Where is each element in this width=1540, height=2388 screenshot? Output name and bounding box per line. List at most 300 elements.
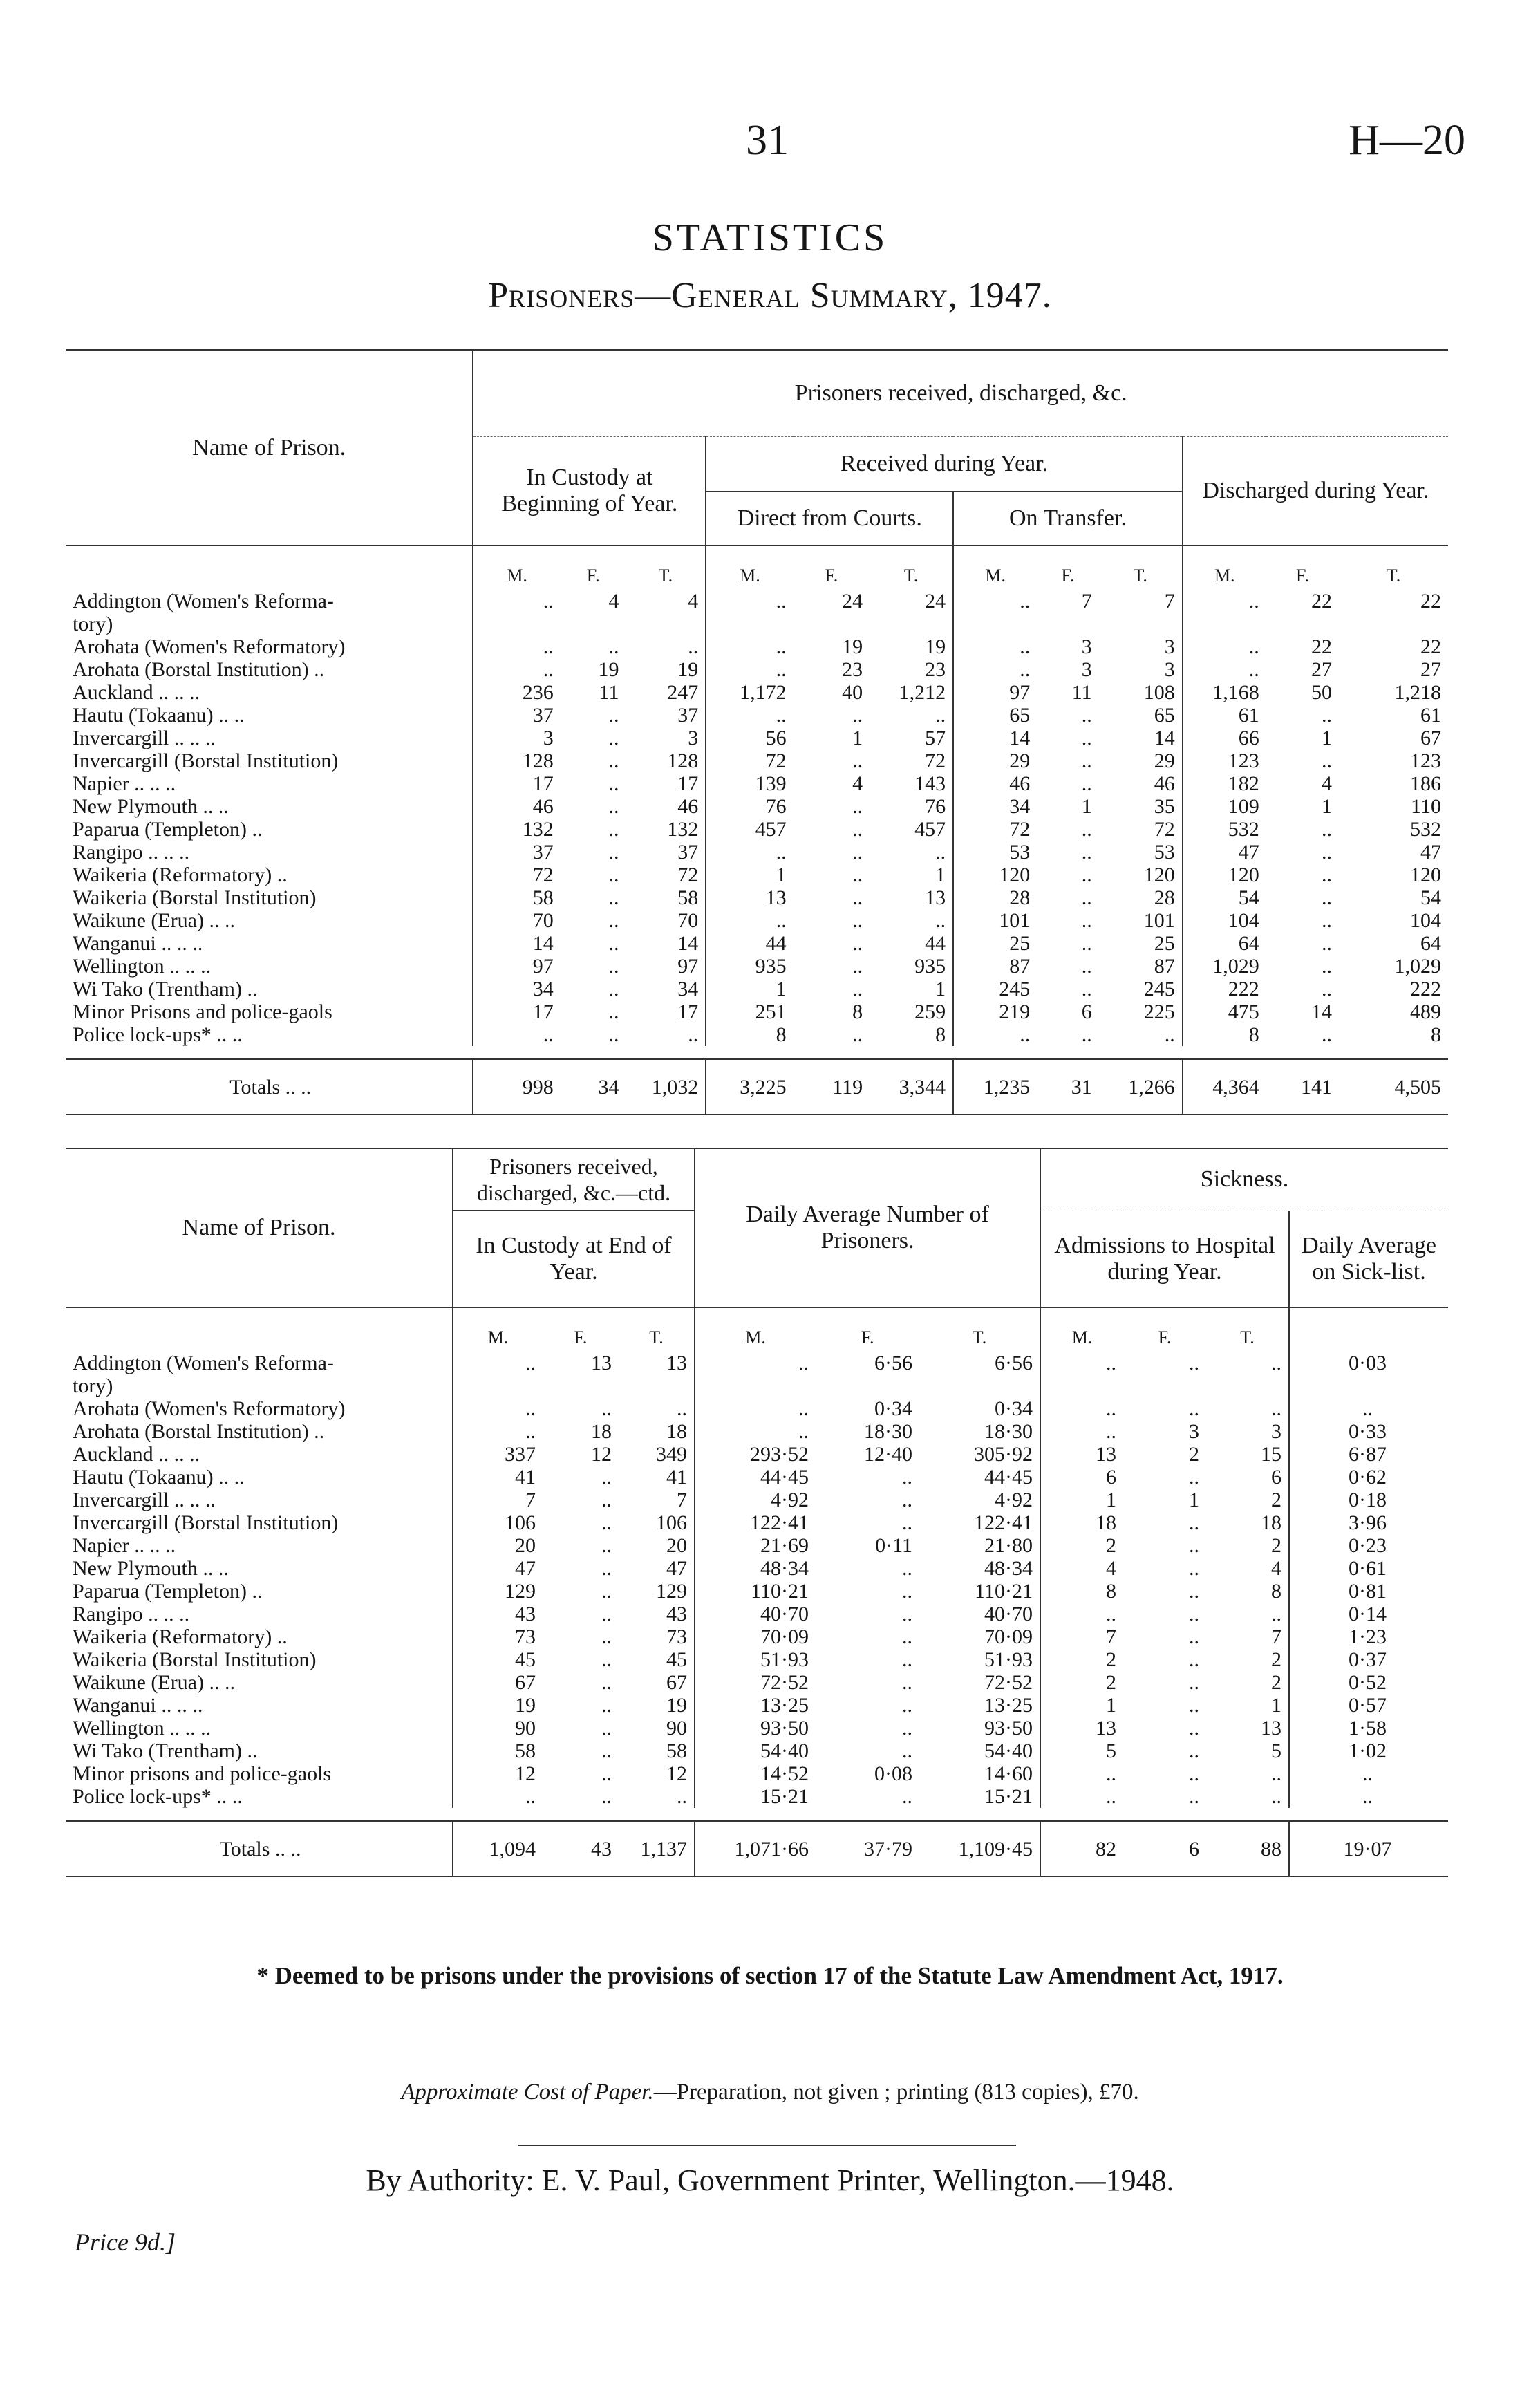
custody-end-header: In Custody at End of Year. — [453, 1211, 695, 1307]
value-cell: 14 — [677, 932, 699, 955]
value-cell: 17 — [473, 1000, 560, 1023]
value-cell: .. — [1189, 1557, 1200, 1580]
spacer-cell — [66, 1046, 1448, 1059]
value-cell: 46 — [1154, 772, 1175, 795]
value-cell: .. — [852, 909, 863, 932]
value-cell: 1,168 — [1183, 681, 1266, 704]
value-cell: 37 — [677, 704, 699, 727]
value-cell: 4·92 — [995, 1489, 1033, 1511]
value-cell: .. — [902, 1625, 913, 1648]
value-cell: 47 — [453, 1557, 543, 1580]
value-cell: 0·08 — [874, 1762, 913, 1785]
value-cell: .. — [601, 1671, 612, 1694]
value-cell: 20 — [453, 1534, 543, 1557]
value-cell: .. — [473, 590, 560, 613]
value-cell: 129 — [453, 1580, 543, 1603]
name-of-prison-header-2: Name of Prison. — [66, 1148, 453, 1307]
value-cell: 14 — [1154, 727, 1175, 749]
value-cell: 53 — [1154, 841, 1175, 864]
value-cell: 46 — [677, 795, 699, 818]
value-cell: .. — [1164, 1023, 1175, 1046]
value-cell: 1 — [935, 978, 946, 1000]
value-cell: .. — [1081, 704, 1092, 727]
value-cell: 13·25 — [984, 1694, 1033, 1717]
value-cell: 2 — [1271, 1648, 1282, 1671]
value-cell: 72 — [677, 864, 699, 886]
value-cell: .. — [1081, 727, 1092, 749]
prison-name: Invercargill .. .. .. — [73, 1489, 216, 1511]
value-cell: .. — [1081, 864, 1092, 886]
value-cell — [816, 1374, 919, 1397]
value-cell: 132 — [667, 818, 699, 841]
prison-name: Hautu (Tokaanu) .. .. — [73, 704, 245, 727]
value-cell: .. — [608, 955, 619, 978]
value-cell: .. — [1081, 772, 1092, 795]
value-cell: 24 — [925, 590, 946, 613]
value-cell: 4 — [1322, 772, 1333, 795]
value-cell: 25 — [953, 932, 1037, 955]
table-row — [66, 1489, 1448, 1511]
value-cell: 97 — [953, 681, 1037, 704]
table-row — [66, 978, 1448, 1000]
value-cell: .. — [601, 1625, 612, 1648]
admissions-hospital-header: Admissions to Hospital during Year. — [1040, 1211, 1289, 1307]
prison-name: Hautu (Tokaanu) .. .. — [73, 1466, 245, 1489]
value-cell: 97 — [677, 955, 699, 978]
value-cell: 349 — [656, 1443, 688, 1466]
sick-list-average-header: Daily Average on Sick-list. — [1289, 1211, 1448, 1307]
value-cell: 222 — [1410, 978, 1441, 1000]
value-cell: .. — [608, 727, 619, 749]
value-cell: .. — [953, 658, 1037, 681]
value-cell: 22 — [1311, 590, 1333, 613]
value-cell: .. — [1081, 909, 1092, 932]
daily-average-header: Daily Average Number of Prisoners. — [695, 1148, 1040, 1307]
value-cell — [1339, 613, 1448, 635]
table-row — [66, 681, 1448, 704]
value-cell: .. — [1189, 1762, 1200, 1785]
table-row — [66, 1580, 1448, 1603]
value-cell: 50 — [1311, 681, 1333, 704]
value-cell: 3 — [473, 727, 560, 749]
value-cell: 6·56 — [995, 1352, 1033, 1374]
value-cell: .. — [1322, 978, 1333, 1000]
value-cell: 19·07 — [1289, 1821, 1448, 1876]
value-cell: 22 — [1420, 590, 1441, 613]
value-cell: 0·61 — [1289, 1557, 1448, 1580]
prison-name: Auckland .. .. .. — [73, 681, 200, 704]
value-cell: 1 — [706, 864, 793, 886]
value-cell: 73 — [453, 1625, 543, 1648]
value-cell: 4·92 — [695, 1489, 816, 1511]
value-cell: 143 — [914, 772, 946, 795]
value-cell — [473, 613, 560, 635]
value-cell: .. — [902, 1717, 913, 1739]
value-cell: 93·50 — [984, 1717, 1033, 1739]
value-cell: 1,218 — [1394, 681, 1441, 704]
value-cell: 119 — [794, 1059, 870, 1114]
value-cell: .. — [1189, 1534, 1200, 1557]
value-cell: .. — [935, 841, 946, 864]
value-cell: 13 — [1261, 1717, 1282, 1739]
subheader-cell: T. — [1339, 545, 1448, 590]
value-cell: .. — [1189, 1352, 1200, 1374]
value-cell: 3 — [1189, 1420, 1200, 1443]
value-cell: 305·92 — [974, 1443, 1033, 1466]
value-cell: .. — [1040, 1762, 1123, 1785]
value-cell: .. — [1040, 1785, 1123, 1808]
table-row — [66, 909, 1448, 932]
divider-rule — [518, 2145, 1016, 2146]
table-row — [66, 1762, 1448, 1785]
value-cell: .. — [601, 1739, 612, 1762]
value-cell: 19 — [598, 658, 619, 681]
value-cell: 109 — [1183, 795, 1266, 818]
value-cell: .. — [706, 635, 793, 658]
value-cell: 1,235 — [953, 1059, 1037, 1114]
value-cell: 110·21 — [695, 1580, 816, 1603]
prison-name: Invercargill .. .. .. — [73, 727, 216, 749]
value-cell: .. — [1081, 886, 1092, 909]
value-cell: 8 — [935, 1023, 946, 1046]
value-cell: 120 — [953, 864, 1037, 886]
value-cell: 18·30 — [864, 1420, 913, 1443]
table-row — [66, 1352, 1448, 1374]
value-cell: .. — [1189, 1717, 1200, 1739]
value-cell: 245 — [1143, 978, 1175, 1000]
value-cell: 20 — [666, 1534, 688, 1557]
value-cell: .. — [601, 1511, 612, 1534]
value-cell: 3 — [1081, 658, 1092, 681]
value-cell: 7 — [1271, 1625, 1282, 1648]
prison-name: Wanganui .. .. .. — [73, 932, 203, 955]
value-cell: 2 — [1040, 1648, 1123, 1671]
value-cell: 37 — [677, 841, 699, 864]
value-cell: 58 — [453, 1739, 543, 1762]
value-cell: 1 — [935, 864, 946, 886]
table-row — [66, 932, 1448, 955]
prison-name: Totals .. .. — [66, 1821, 453, 1876]
value-cell: .. — [706, 590, 793, 613]
value-cell: 47 — [1183, 841, 1266, 864]
received-discharged-group-header: Prisoners received, discharged, &c. — [473, 350, 1448, 436]
value-cell: 19 — [925, 635, 946, 658]
table-row — [66, 749, 1448, 772]
value-cell — [1266, 613, 1339, 635]
table-row — [66, 1511, 1448, 1534]
value-cell: 4 — [688, 590, 699, 613]
subheader-cell: F. — [1266, 545, 1339, 590]
value-cell: .. — [608, 841, 619, 864]
value-cell: 998 — [473, 1059, 560, 1114]
value-cell: 6·87 — [1289, 1443, 1448, 1466]
column-subheaders — [66, 545, 1448, 590]
value-cell: .. — [902, 1511, 913, 1534]
value-cell: .. — [902, 1785, 913, 1808]
subheader-cell: F. — [561, 545, 626, 590]
value-cell: 12 — [453, 1762, 543, 1785]
value-cell: 106 — [453, 1511, 543, 1534]
value-cell: 29 — [953, 749, 1037, 772]
value-cell: .. — [1189, 1580, 1200, 1603]
value-cell: 0·57 — [1289, 1694, 1448, 1717]
value-cell: 4 — [608, 590, 619, 613]
value-cell: 93·50 — [695, 1717, 816, 1739]
value-cell: 1 — [1271, 1694, 1282, 1717]
cost-of-paper — [0, 2080, 1540, 2105]
value-cell: 3,344 — [870, 1059, 953, 1114]
value-cell: 182 — [1183, 772, 1266, 795]
value-cell: 4 — [1271, 1557, 1282, 1580]
value-cell: 13 — [1040, 1443, 1123, 1466]
value-cell: 48·34 — [695, 1557, 816, 1580]
value-cell: 13 — [925, 886, 946, 909]
value-cell: 72 — [706, 749, 793, 772]
value-cell: 72 — [953, 818, 1037, 841]
value-cell — [1183, 613, 1266, 635]
table-row — [66, 1534, 1448, 1557]
table-row — [66, 727, 1448, 749]
value-cell: 72·52 — [695, 1671, 816, 1694]
received-during-year-header: Received during Year. — [706, 436, 1182, 492]
value-cell: 110·21 — [975, 1580, 1033, 1603]
value-cell: 101 — [1143, 909, 1175, 932]
value-cell — [1040, 1374, 1123, 1397]
value-cell: 18 — [591, 1420, 612, 1443]
value-cell: .. — [608, 864, 619, 886]
value-cell: .. — [453, 1420, 543, 1443]
value-cell: 18·30 — [984, 1420, 1033, 1443]
value-cell: .. — [608, 704, 619, 727]
value-cell: 122·41 — [695, 1511, 816, 1534]
value-cell: 18 — [1261, 1511, 1282, 1534]
value-cell: .. — [695, 1420, 816, 1443]
table-row — [66, 1023, 1448, 1046]
value-cell: 15 — [1261, 1443, 1282, 1466]
value-cell: 1,032 — [626, 1059, 706, 1114]
value-cell: 41 — [666, 1466, 688, 1489]
value-cell: 70 — [677, 909, 699, 932]
value-cell: 1 — [1189, 1489, 1200, 1511]
prison-name: Paparua (Templeton) .. — [73, 1580, 263, 1603]
value-cell: 6 — [1123, 1821, 1206, 1876]
value-cell: .. — [601, 1694, 612, 1717]
value-cell: 104 — [1410, 909, 1441, 932]
value-cell: 4,505 — [1339, 1059, 1448, 1114]
subheader-cell: M. — [695, 1307, 816, 1352]
value-cell: 4 — [852, 772, 863, 795]
value-cell: 87 — [1154, 955, 1175, 978]
value-cell — [919, 1374, 1040, 1397]
table-row — [66, 1671, 1448, 1694]
value-cell: 1,029 — [1183, 955, 1266, 978]
value-cell: 457 — [706, 818, 793, 841]
value-cell: .. — [608, 795, 619, 818]
value-cell: 13·25 — [695, 1694, 816, 1717]
value-cell: .. — [1183, 658, 1266, 681]
value-cell: 293·52 — [695, 1443, 816, 1466]
value-cell: 3 — [688, 727, 699, 749]
table-row — [66, 1694, 1448, 1717]
value-cell: 12 — [666, 1762, 688, 1785]
prison-name: New Plymouth .. .. — [73, 795, 229, 818]
value-cell: .. — [453, 1785, 543, 1808]
value-cell: .. — [1189, 1466, 1200, 1489]
value-cell: .. — [1189, 1671, 1200, 1694]
value-cell: 29 — [1154, 749, 1175, 772]
value-cell — [1289, 1374, 1448, 1397]
value-cell: .. — [608, 749, 619, 772]
value-cell: 43 — [453, 1603, 543, 1625]
value-cell — [1037, 613, 1098, 635]
value-cell: .. — [608, 1023, 619, 1046]
value-cell — [453, 1374, 543, 1397]
value-cell: 8 — [706, 1023, 793, 1046]
value-cell: .. — [1271, 1352, 1282, 1374]
value-cell: .. — [473, 1023, 560, 1046]
value-cell: .. — [1322, 841, 1333, 864]
table-row — [66, 635, 1448, 658]
value-cell: .. — [706, 704, 793, 727]
value-cell — [1123, 1374, 1206, 1397]
value-cell: .. — [677, 1785, 688, 1808]
value-cell: 15·21 — [695, 1785, 816, 1808]
value-cell: 337 — [453, 1443, 543, 1466]
value-cell: 110 — [1411, 795, 1441, 818]
page-title: STATISTICS — [652, 216, 888, 259]
table-row — [66, 1466, 1448, 1489]
value-cell: .. — [608, 818, 619, 841]
value-cell: .. — [1271, 1785, 1282, 1808]
value-cell: .. — [1189, 1648, 1200, 1671]
subheader-cell: T. — [619, 1307, 695, 1352]
value-cell: .. — [608, 909, 619, 932]
value-cell: .. — [1081, 749, 1092, 772]
value-cell: 6 — [1040, 1466, 1123, 1489]
value-cell: 72 — [473, 864, 560, 886]
value-cell: 3,225 — [706, 1059, 793, 1114]
value-cell: 11 — [1071, 681, 1092, 704]
value-cell: .. — [601, 1603, 612, 1625]
value-cell: .. — [852, 932, 863, 955]
value-cell: 128 — [667, 749, 699, 772]
value-cell: .. — [677, 1397, 688, 1420]
prison-name: Wellington .. .. .. — [73, 955, 212, 978]
value-cell: 6·56 — [874, 1352, 913, 1374]
value-cell: .. — [608, 978, 619, 1000]
prison-name: Minor prisons and police-gaols — [73, 1762, 332, 1785]
document-reference: H—20 — [1349, 117, 1465, 164]
value-cell: .. — [852, 886, 863, 909]
value-cell: 11 — [599, 681, 619, 704]
value-cell: 18 — [1040, 1511, 1123, 1534]
value-cell: .. — [1322, 704, 1333, 727]
value-cell: .. — [1189, 1603, 1200, 1625]
value-cell: 0·34 — [995, 1397, 1033, 1420]
value-cell: 122·41 — [974, 1511, 1033, 1534]
value-cell: .. — [695, 1397, 816, 1420]
value-cell: 64 — [1420, 932, 1441, 955]
value-cell: 90 — [453, 1717, 543, 1739]
value-cell: 21·69 — [695, 1534, 816, 1557]
table-row — [66, 590, 1448, 613]
value-cell: 67 — [1420, 727, 1441, 749]
value-cell: .. — [608, 772, 619, 795]
value-cell: 65 — [1154, 704, 1175, 727]
value-cell: 120 — [1183, 864, 1266, 886]
prison-name: tory) — [73, 613, 113, 635]
value-cell: .. — [1040, 1397, 1123, 1420]
value-cell: 3 — [1164, 635, 1175, 658]
value-cell: 5 — [1040, 1739, 1123, 1762]
value-cell: .. — [1322, 818, 1333, 841]
subheader-cell: T. — [1206, 1307, 1289, 1352]
table-2-body — [66, 1352, 1448, 1876]
value-cell: .. — [1183, 590, 1266, 613]
value-cell: .. — [706, 658, 793, 681]
value-cell: 935 — [706, 955, 793, 978]
value-cell: 14 — [1311, 1000, 1333, 1023]
value-cell: .. — [1322, 749, 1333, 772]
value-cell: 1·23 — [1289, 1625, 1448, 1648]
prison-name: Napier .. .. .. — [73, 772, 176, 795]
prison-name: Wi Tako (Trentham) .. — [73, 978, 258, 1000]
value-cell: .. — [1081, 955, 1092, 978]
value-cell: 245 — [953, 978, 1037, 1000]
table-row — [66, 704, 1448, 727]
table-row — [66, 955, 1448, 978]
value-cell: 46 — [953, 772, 1037, 795]
table-row — [66, 1420, 1448, 1443]
page-number: 31 — [746, 117, 789, 164]
value-cell: 65 — [953, 704, 1037, 727]
value-cell — [870, 613, 953, 635]
value-cell: 7 — [677, 1489, 688, 1511]
value-cell: .. — [601, 1489, 612, 1511]
value-cell: 0·37 — [1289, 1648, 1448, 1671]
value-cell: 46 — [473, 795, 560, 818]
value-cell: 120 — [1410, 864, 1441, 886]
prison-name: Arohata (Borstal Institution) .. — [73, 1420, 325, 1443]
value-cell: 45 — [453, 1648, 543, 1671]
spacer-cell — [66, 1808, 1448, 1821]
value-cell: 19 — [453, 1694, 543, 1717]
value-cell: 23 — [925, 658, 946, 681]
value-cell: 44·45 — [984, 1466, 1033, 1489]
value-cell: .. — [852, 795, 863, 818]
value-cell: .. — [1183, 635, 1266, 658]
table-row — [66, 1000, 1448, 1023]
discharged-during-year-header: Discharged during Year. — [1183, 436, 1448, 545]
prison-name: Addington (Women's Reforma- — [73, 590, 334, 613]
value-cell: .. — [473, 658, 560, 681]
subheader-cell: M. — [706, 545, 793, 590]
value-cell: 54·40 — [695, 1739, 816, 1762]
spacer-row — [66, 1046, 1448, 1059]
prison-name: Arohata (Women's Reformatory) — [73, 1397, 346, 1420]
value-cell: 108 — [1143, 681, 1175, 704]
value-cell: 72 — [925, 749, 946, 772]
value-cell: .. — [601, 1557, 612, 1580]
value-cell: 34 — [677, 978, 699, 1000]
value-cell: .. — [1189, 1625, 1200, 1648]
value-cell: 141 — [1266, 1059, 1339, 1114]
value-cell: .. — [852, 864, 863, 886]
value-cell: .. — [601, 1648, 612, 1671]
value-cell: 1,266 — [1099, 1059, 1183, 1114]
value-cell: .. — [601, 1580, 612, 1603]
value-cell: 88 — [1206, 1821, 1289, 1876]
